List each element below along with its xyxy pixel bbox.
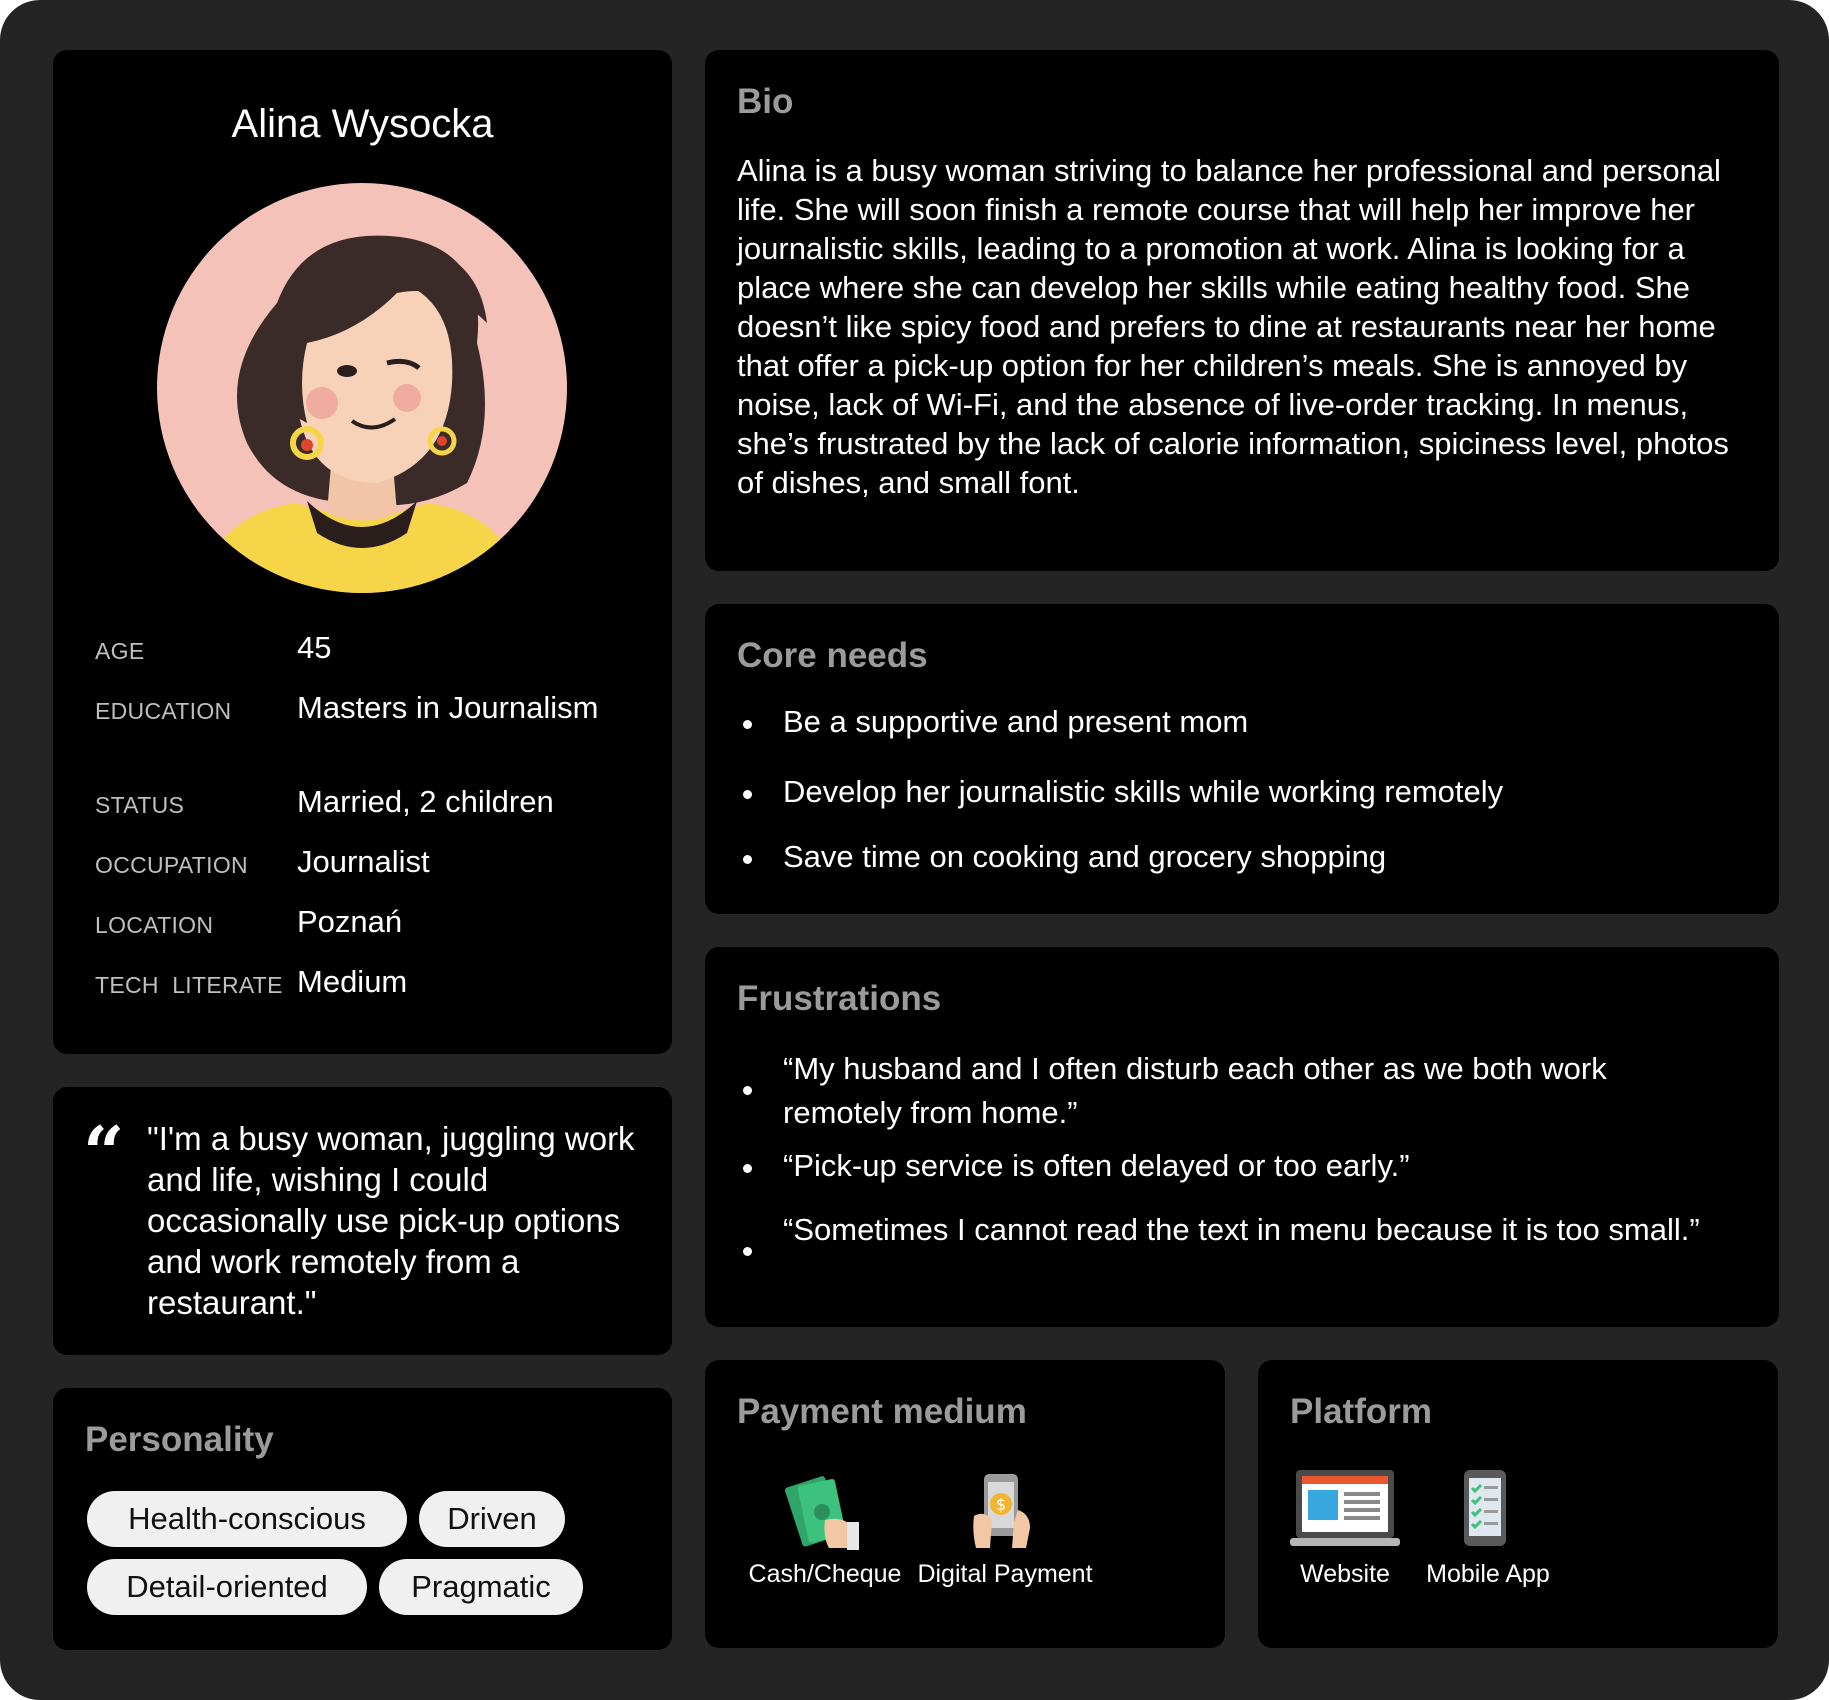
- fact-value-status: Married, 2 children: [297, 784, 554, 819]
- personality-card: [53, 1388, 672, 1650]
- quote-text: "I'm a busy woman, juggling work and life, wishing I could occasionally use pick-up options and work remotely from a restaurant.": [147, 1120, 635, 1321]
- personality-title: Personality: [85, 1420, 274, 1459]
- laptop-icon: [1290, 1468, 1400, 1550]
- bullet-icon: [743, 720, 752, 729]
- fact-label-tech-literate: TECH LITERATE: [95, 972, 283, 998]
- payment-option-label: Digital Payment: [917, 1560, 1093, 1588]
- persona-name: Alina Wysocka: [231, 102, 494, 146]
- frustrations-title: Frustrations: [737, 979, 942, 1018]
- fact-value-age: 45: [297, 630, 332, 665]
- payment-option-label: Cash/Cheque: [748, 1560, 902, 1588]
- frustration-text: “Sometimes I cannot read the text in menu because it is too small.”: [783, 1212, 1700, 1247]
- svg-text:$: $: [995, 1495, 1007, 1514]
- frustration-text: “My husband and I often disturb each other as we both work remotely from home.”: [783, 1051, 1607, 1130]
- core-need-text: Develop her journalistic skills while working remotely: [783, 774, 1504, 809]
- bullet-icon: [743, 790, 752, 799]
- bio-title: Bio: [737, 82, 794, 121]
- platform-option-label: Mobile App: [1426, 1560, 1550, 1588]
- bullet-icon: [743, 1164, 752, 1173]
- frustrations-card: [705, 947, 1779, 1327]
- trait-chip: Driven: [419, 1491, 565, 1547]
- core-needs-title: Core needs: [737, 636, 928, 675]
- fact-label-location: LOCATION: [95, 912, 214, 938]
- bio-card: [705, 50, 1779, 571]
- fact-value-tech-literate: Medium: [297, 964, 408, 999]
- fact-value-education: Masters in Journalism: [297, 690, 599, 725]
- bullet-icon: [743, 855, 752, 864]
- quote-card: [53, 1087, 672, 1355]
- platform-title: Platform: [1290, 1392, 1432, 1431]
- bullet-icon: [743, 1247, 752, 1256]
- trait-chip: Pragmatic: [379, 1559, 583, 1615]
- fact-label-age: AGE: [95, 638, 145, 664]
- core-need-text: Save time on cooking and grocery shopping: [783, 839, 1387, 874]
- avatar: [157, 183, 567, 593]
- fact-label-education: EDUCATION: [95, 698, 232, 724]
- phone-payment-icon: [970, 1470, 1040, 1550]
- mobile-app-icon: [1462, 1468, 1508, 1548]
- bullet-icon: [743, 1086, 752, 1095]
- fact-value-occupation: Journalist: [297, 844, 430, 879]
- quote-mark-icon: “: [83, 1110, 125, 1195]
- trait-chip: Health-conscious: [87, 1491, 407, 1547]
- core-needs-card: [705, 604, 1779, 914]
- cash-hand-icon: [785, 1472, 865, 1552]
- platform-option-label: Website: [1300, 1560, 1390, 1588]
- trait-chip: Detail-oriented: [87, 1559, 367, 1615]
- payment-medium-card: [705, 1360, 1225, 1648]
- fact-value-location: Poznań: [297, 904, 403, 939]
- fact-label-status: STATUS: [95, 792, 185, 818]
- profile-card: [53, 50, 672, 1054]
- platform-card: [1258, 1360, 1778, 1648]
- payment-title: Payment medium: [737, 1392, 1027, 1431]
- bio-text: Alina is a busy woman striving to balance her professional and personal life. She will soon finish a remote course that will help her improve her journalistic skills, leading to a promotion at work. Alina is looking for a place where she can develop her skills while eating healthy food. She doesn’t like spicy food and prefers to dine at restaurants near her home that offer a pick-up option for her children’s meals. She is annoyed by noise, lack of Wi-Fi, and the absence of live-order tracking. In menus, she’s frustrated by the lack of calorie information, spiciness level, photos of dishes, and small font.: [737, 153, 1729, 500]
- fact-label-occupation: OCCUPATION: [95, 852, 248, 878]
- frustration-text: “Pick-up service is often delayed or too early.”: [783, 1148, 1410, 1183]
- core-need-text: Be a supportive and present mom: [783, 704, 1249, 739]
